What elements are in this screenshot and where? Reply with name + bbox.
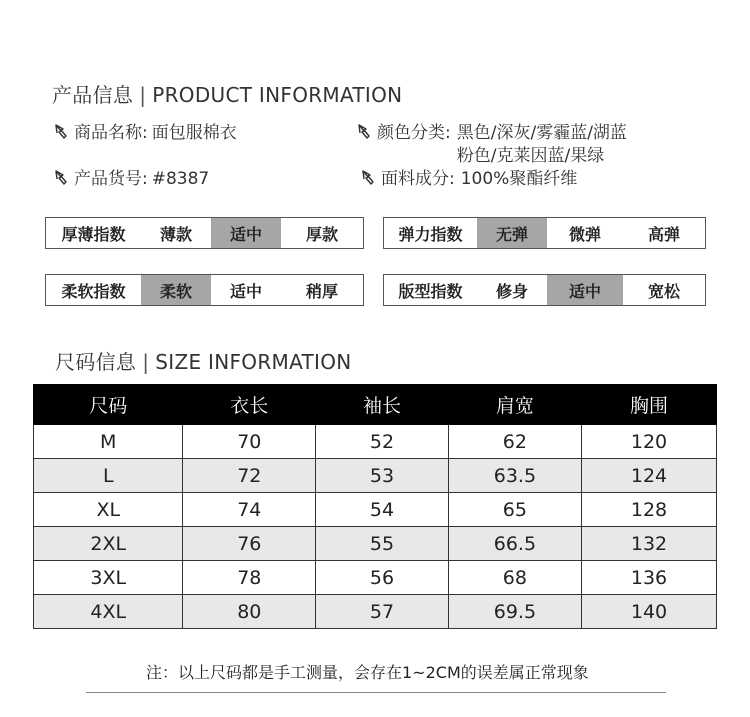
table-cell: 69.5: [448, 595, 581, 629]
product-info-title-en: PRODUCT INFORMATION: [152, 83, 403, 107]
size-table: [33, 384, 717, 629]
index-option: 宽松: [647, 281, 680, 301]
measurement-note: 注：以上尺码都是手工测量，会存在1~2CM的误差属正常现象: [146, 663, 589, 682]
index-label: 柔软指数: [61, 281, 126, 301]
product-info-title-cn: 产品信息: [52, 83, 134, 107]
field-value: #8387: [151, 169, 210, 189]
index-option: 稍厚: [305, 281, 338, 301]
index-option: 修身: [495, 281, 528, 301]
index-option: 薄款: [159, 224, 192, 244]
table-cell: 68: [448, 561, 581, 595]
table-cell: 80: [183, 595, 316, 629]
table-cell: 4XL: [34, 595, 183, 629]
table-cell: 70: [183, 425, 316, 459]
index-option-selected: 适中: [547, 275, 623, 305]
table-cell: M: [34, 425, 183, 459]
field-value: 黑色/深灰/雾霾蓝/湖蓝 粉色/克莱因蓝/果绿: [456, 123, 627, 166]
table-cell: 120: [582, 425, 717, 459]
index-label: 弹力指数: [398, 224, 463, 244]
field-fabric: [360, 168, 577, 191]
index-option: 厚款: [305, 224, 338, 244]
size-info-heading: [55, 346, 352, 375]
fit-index: [383, 274, 706, 306]
size-table-header: [34, 385, 717, 425]
table-row: [34, 561, 717, 595]
table-cell: 74: [183, 493, 316, 527]
table-cell: 132: [582, 527, 717, 561]
table-cell: 53: [316, 459, 449, 493]
table-cell: 55: [316, 527, 449, 561]
field-label: 颜色分类:: [377, 123, 451, 143]
heading-separator: |: [139, 83, 147, 107]
table-cell: 76: [183, 527, 316, 561]
bottom-divider: [86, 692, 666, 693]
index-label: 版型指数: [398, 281, 463, 301]
field-label: 产品货号:: [74, 169, 148, 189]
table-cell: 66.5: [448, 527, 581, 561]
pointer-hand-icon: [360, 169, 376, 187]
header-cell: 尺码: [34, 385, 183, 425]
table-cell: 72: [183, 459, 316, 493]
size-info-title-cn: 尺码信息: [55, 350, 137, 374]
table-row: [34, 459, 717, 493]
field-value: 面包服棉衣: [151, 123, 237, 143]
pointer-hand-icon: [53, 123, 69, 141]
table-row: [34, 425, 717, 459]
header-cell: 胸围: [582, 385, 717, 425]
index-option-selected: 无弹: [477, 218, 547, 248]
field-sku: [53, 168, 209, 191]
table-cell: XL: [34, 493, 183, 527]
index-option: 适中: [229, 281, 262, 301]
pointer-hand-icon: [356, 123, 372, 141]
thickness-index: [45, 217, 364, 249]
table-cell: 78: [183, 561, 316, 595]
index-option: 微弹: [568, 224, 601, 244]
table-cell: 128: [582, 493, 717, 527]
table-cell: 62: [448, 425, 581, 459]
table-cell: 65: [448, 493, 581, 527]
index-label: 厚薄指数: [61, 224, 126, 244]
table-cell: 140: [582, 595, 717, 629]
table-cell: L: [34, 459, 183, 493]
pointer-hand-icon: [53, 169, 69, 187]
table-cell: 124: [582, 459, 717, 493]
field-value: 100%聚酯纤维: [460, 169, 578, 189]
table-cell: 2XL: [34, 527, 183, 561]
table-row: [34, 595, 717, 629]
table-cell: 3XL: [34, 561, 183, 595]
index-option: 高弹: [647, 224, 680, 244]
header-cell: 衣长: [183, 385, 316, 425]
table-cell: 56: [316, 561, 449, 595]
size-info-title-en: SIZE INFORMATION: [155, 350, 352, 374]
table-cell: 57: [316, 595, 449, 629]
header-cell: 肩宽: [448, 385, 581, 425]
elasticity-index: [383, 217, 706, 249]
table-row: [34, 527, 717, 561]
header-cell: 袖长: [316, 385, 449, 425]
field-product-name: [53, 122, 237, 145]
table-cell: 136: [582, 561, 717, 595]
table-cell: 52: [316, 425, 449, 459]
softness-index: [45, 274, 364, 306]
heading-separator: |: [142, 350, 150, 374]
table-row: [34, 493, 717, 527]
field-color: [356, 122, 627, 168]
table-cell: 54: [316, 493, 449, 527]
index-option-selected: 柔软: [141, 275, 211, 305]
field-label: 面料成分:: [381, 169, 455, 189]
product-info-heading: [52, 79, 402, 108]
table-cell: 63.5: [448, 459, 581, 493]
field-label: 商品名称:: [74, 123, 148, 143]
index-option-selected: 适中: [211, 218, 281, 248]
